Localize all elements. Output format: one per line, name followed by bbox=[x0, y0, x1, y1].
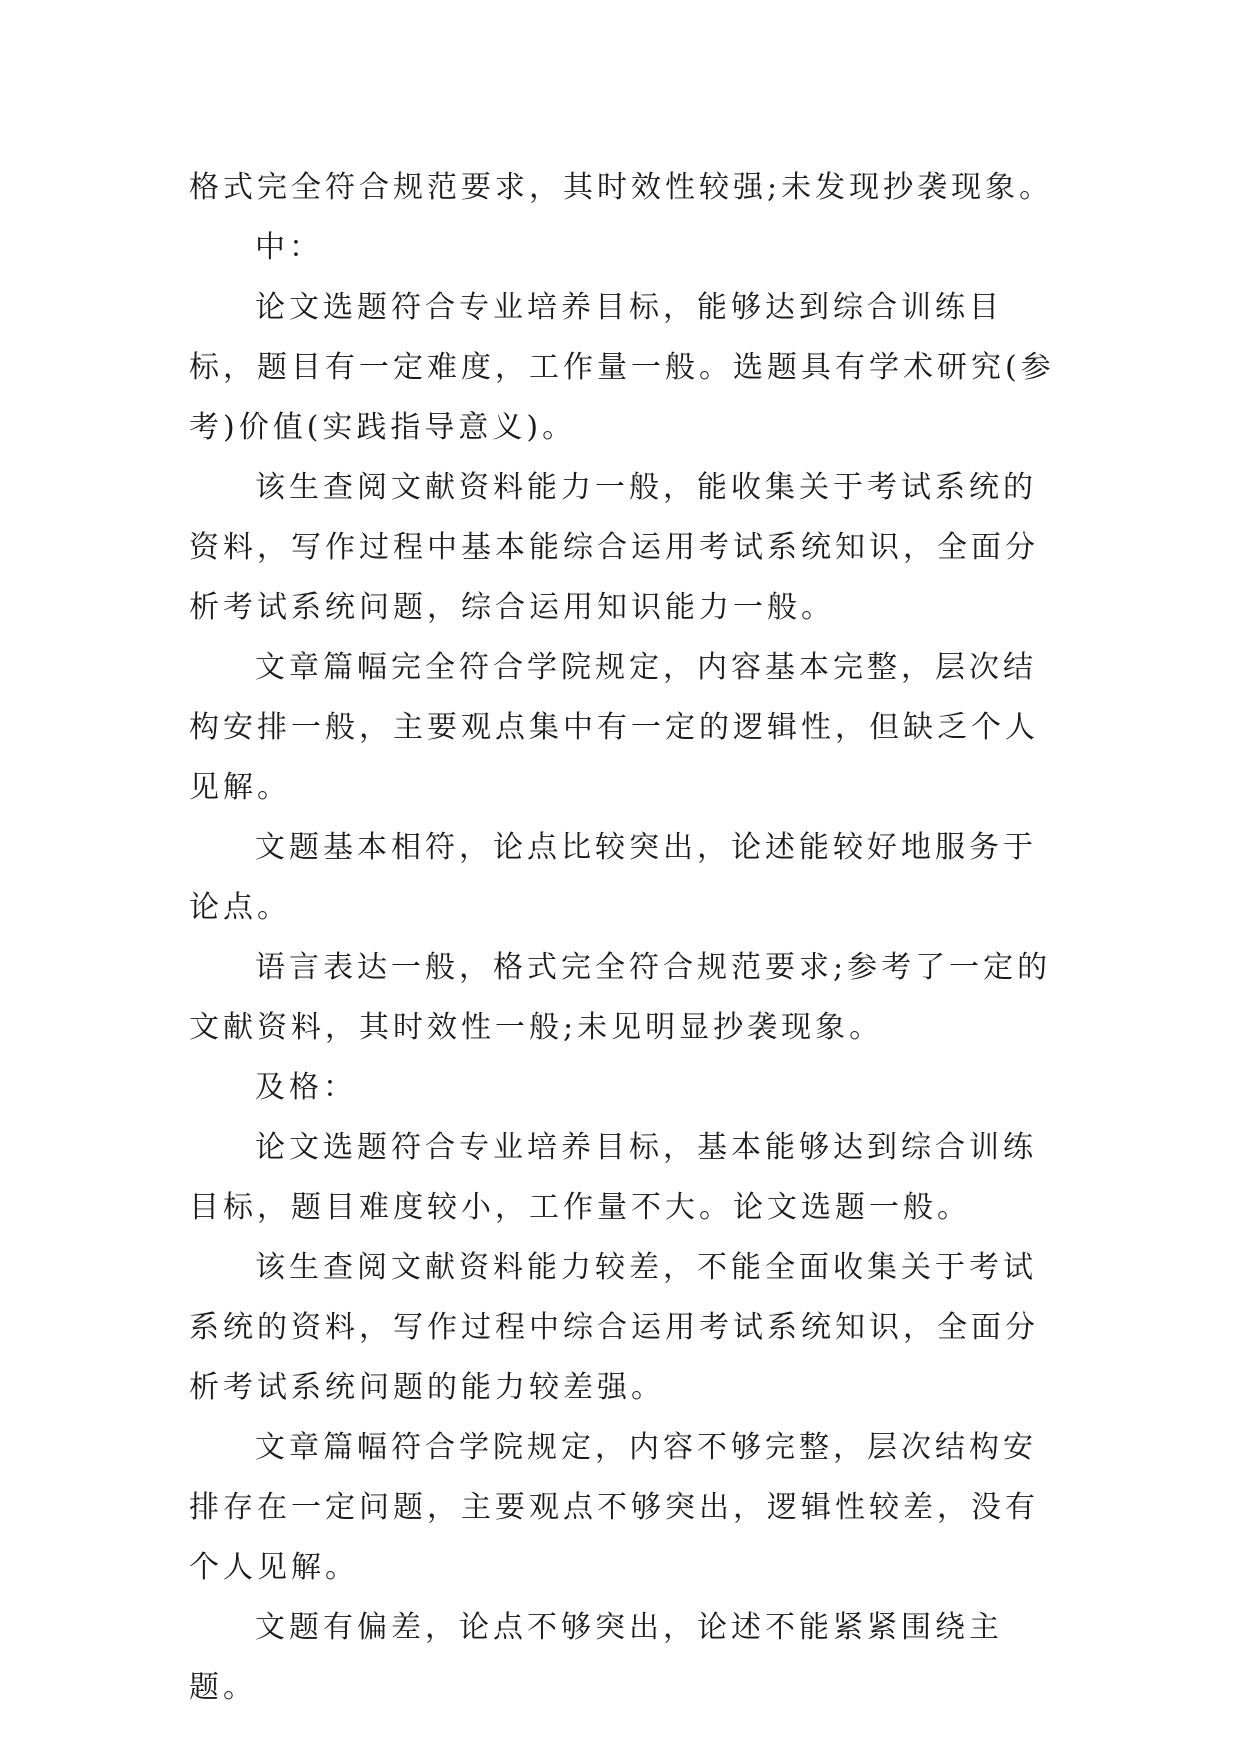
paragraph-continuation: 格式完全符合规范要求，其时效性较强;未发现抄袭现象。 bbox=[189, 170, 1054, 205]
paragraph: 该生查阅文献资料能力较差，不能全面收集关于考试系统的资料，写作过程中综合运用考试系统知识，全面分析考试系统问题的能力较差强。 bbox=[189, 1250, 1039, 1405]
paragraph: 该生查阅文献资料能力一般，能收集关于考试系统的资料，写作过程中基本能综合运用考试系统知识，全面分析考试系统问题，综合运用知识能力一般。 bbox=[189, 470, 1039, 625]
grade-heading-medium: 中： bbox=[255, 230, 323, 265]
grade-heading-pass: 及格： bbox=[255, 1070, 357, 1105]
paragraph: 文题基本相符，论点比较突出，论述能较好地服务于论点。 bbox=[189, 830, 1037, 925]
document-body bbox=[189, 158, 1069, 1718]
paragraph: 论文选题符合专业培养目标，基本能够达到综合训练目标，题目难度较小，工作量不大。论文选题一般。 bbox=[189, 1130, 1037, 1225]
paragraph: 文章篇幅完全符合学院规定，内容基本完整，层次结构安排一般，主要观点集中有一定的逻辑性，但缺乏个人见解。 bbox=[189, 650, 1039, 805]
paragraph: 文章篇幅符合学院规定，内容不够完整，层次结构安排存在一定问题，主要观点不够突出，逻辑性较差，没有个人见解。 bbox=[189, 1430, 1039, 1585]
paragraph: 论文选题符合专业培养目标，能够达到综合训练目标，题目有一定难度，工作量一般。选题具有学术研究(参考)价值(实践指导意义)。 bbox=[189, 290, 1055, 445]
paragraph: 文题有偏差，论点不够突出，论述不能紧紧围绕主题。 bbox=[189, 1610, 1003, 1705]
paragraph: 语言表达一般，格式完全符合规范要求;参考了一定的文献资料，其时效性一般;未见明显抄袭现象。 bbox=[189, 950, 1052, 1045]
